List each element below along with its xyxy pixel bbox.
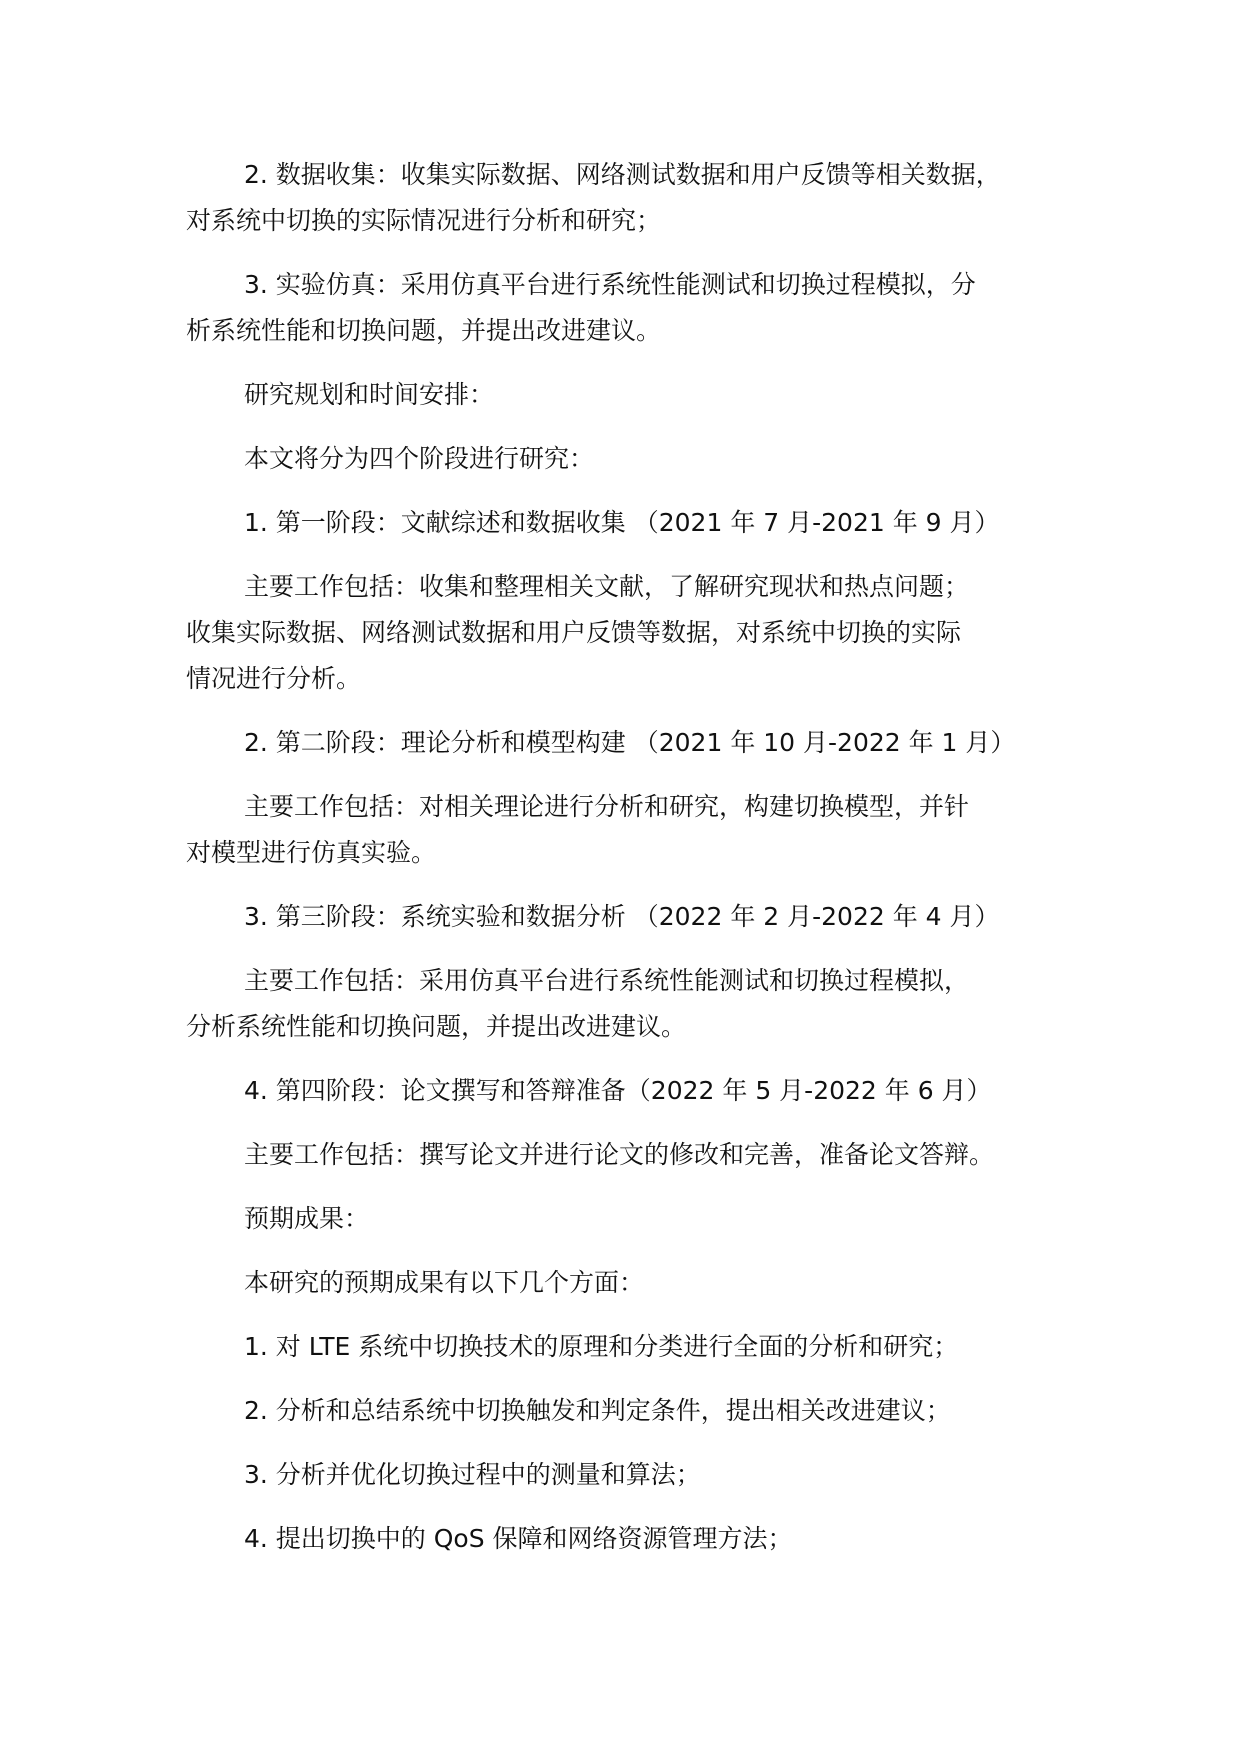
paragraph bbox=[186, 262, 1091, 354]
text-line: 3. 第三阶段：系统实验和数据分析 （2022 年 2 月-2022 年 4 月） bbox=[244, 902, 1000, 931]
text-line: 预期成果： bbox=[244, 1204, 370, 1233]
text-line: 分析系统性能和切换问题，并提出改进建议。 bbox=[186, 1012, 687, 1041]
text-line: 本文将分为四个阶段进行研究： bbox=[244, 444, 595, 473]
text-line: 本研究的预期成果有以下几个方面： bbox=[244, 1268, 645, 1297]
text-line: 主要工作包括：采用仿真平台进行系统性能测试和切换过程模拟， bbox=[244, 966, 970, 995]
text-line: 对模型进行仿真实验。 bbox=[186, 838, 437, 867]
paragraph bbox=[186, 152, 1091, 244]
list-item bbox=[186, 1452, 1091, 1498]
document-body bbox=[186, 152, 1091, 1580]
paragraph bbox=[186, 436, 1091, 482]
text-line: 2. 数据收集：收集实际数据、网络测试数据和用户反馈等相关数据， bbox=[244, 160, 1001, 189]
text-line: 主要工作包括：对相关理论进行分析和研究，构建切换模型，并针 bbox=[244, 792, 970, 821]
text-line: 研究规划和时间安排： bbox=[244, 380, 495, 409]
text-line: 4. 第四阶段：论文撰写和答辩准备（2022 年 5 月-2022 年 6 月） bbox=[244, 1076, 992, 1105]
text-line: 析系统性能和切换问题，并提出改进建议。 bbox=[186, 316, 662, 345]
paragraph bbox=[186, 564, 1091, 702]
section-heading bbox=[186, 1196, 1091, 1242]
paragraph bbox=[186, 784, 1091, 876]
text-line: 3. 分析并优化切换过程中的测量和算法； bbox=[244, 1460, 701, 1489]
stage-heading bbox=[186, 500, 1091, 546]
text-line: 3. 实验仿真：采用仿真平台进行系统性能测试和切换过程模拟，分 bbox=[244, 270, 976, 299]
text-line: 2. 分析和总结系统中切换触发和判定条件，提出相关改进建议； bbox=[244, 1396, 951, 1425]
list-item bbox=[186, 1324, 1091, 1370]
text-line: 主要工作包括：撰写论文并进行论文的修改和完善，准备论文答辩。 bbox=[244, 1140, 995, 1169]
text-line: 情况进行分析。 bbox=[186, 664, 362, 693]
section-heading bbox=[186, 372, 1091, 418]
paragraph bbox=[186, 1260, 1091, 1306]
paragraph bbox=[186, 958, 1091, 1050]
text-line: 收集实际数据、网络测试数据和用户反馈等数据，对系统中切换的实际 bbox=[186, 618, 962, 647]
text-line: 主要工作包括：收集和整理相关文献，了解研究现状和热点问题； bbox=[244, 572, 970, 601]
stage-heading bbox=[186, 1068, 1091, 1114]
stage-heading bbox=[186, 720, 1091, 766]
text-line: 1. 对 LTE 系统中切换技术的原理和分类进行全面的分析和研究； bbox=[244, 1332, 959, 1361]
text-line: 1. 第一阶段：文献综述和数据收集 （2021 年 7 月-2021 年 9 月） bbox=[244, 508, 1000, 537]
stage-heading bbox=[186, 894, 1091, 940]
list-item bbox=[186, 1516, 1091, 1562]
text-line: 2. 第二阶段：理论分析和模型构建 （2021 年 10 月-2022 年 1 月） bbox=[244, 728, 1016, 757]
paragraph bbox=[186, 1132, 1091, 1178]
text-line: 4. 提出切换中的 QoS 保障和网络资源管理方法； bbox=[244, 1524, 793, 1553]
text-line: 对系统中切换的实际情况进行分析和研究； bbox=[186, 206, 662, 235]
list-item bbox=[186, 1388, 1091, 1434]
